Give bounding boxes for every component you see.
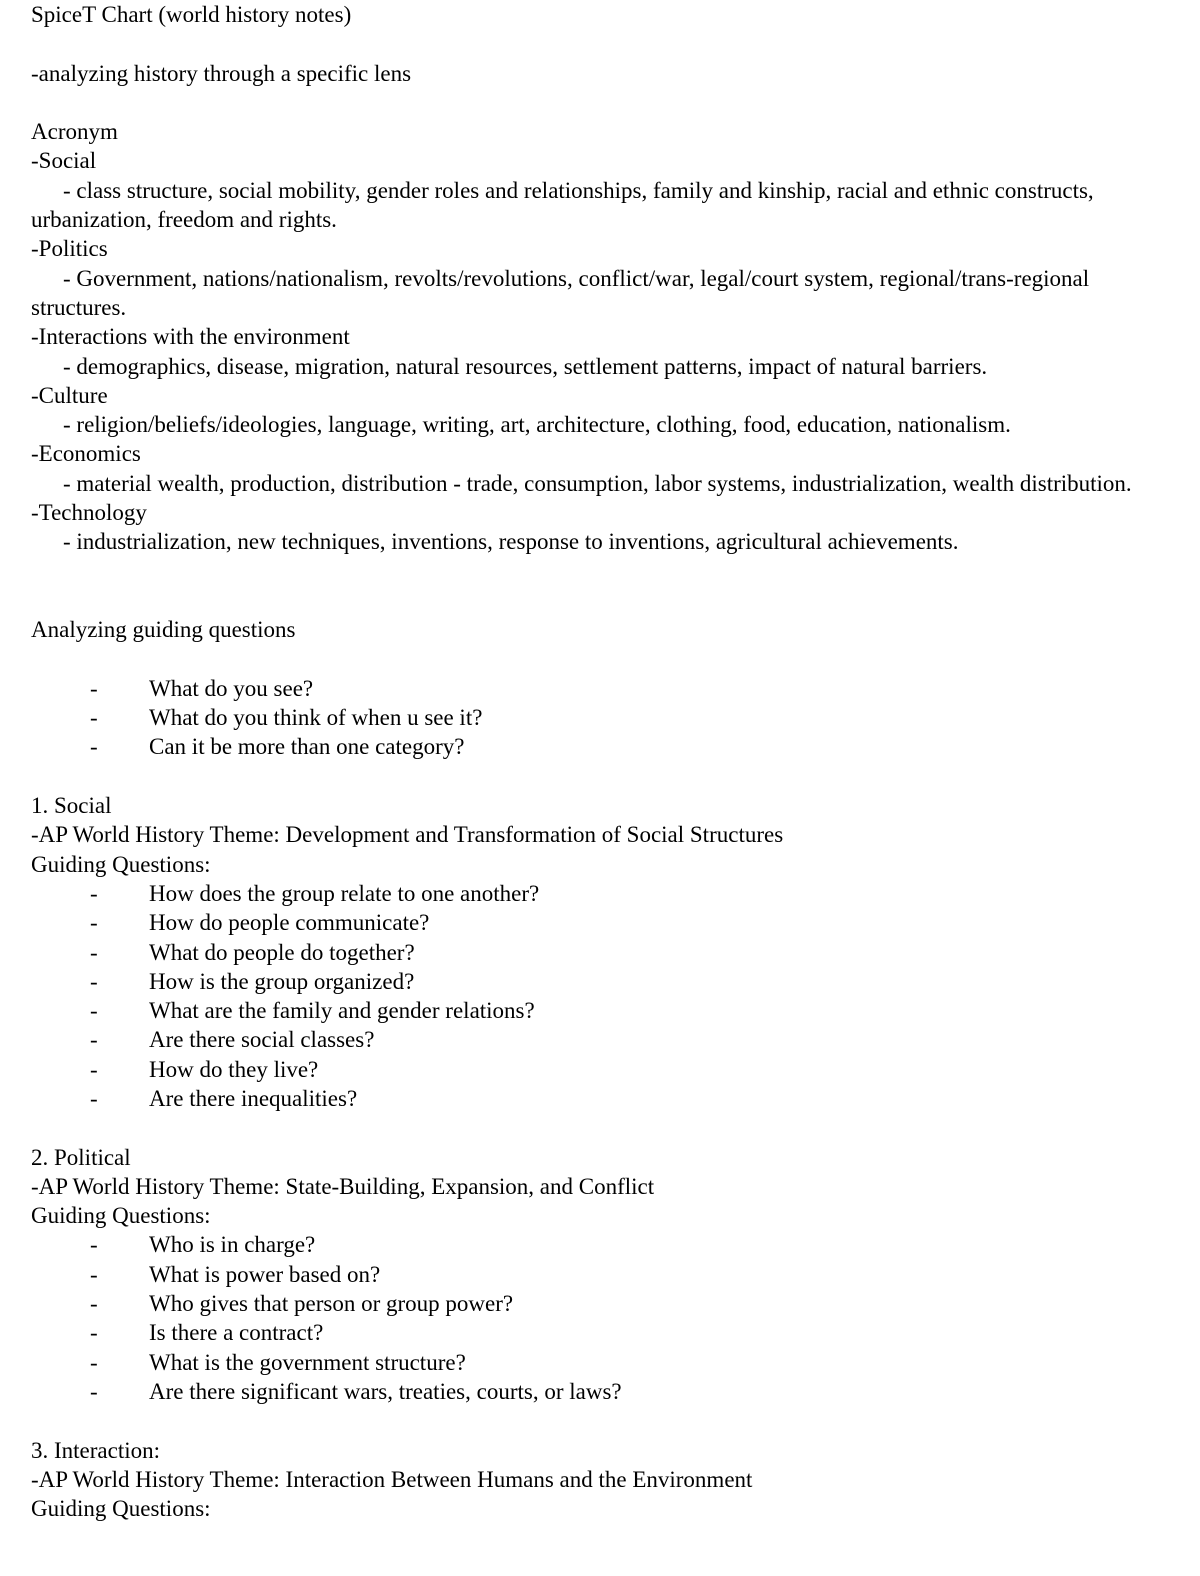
bullet-dash: - bbox=[90, 1056, 98, 1082]
list-item bbox=[31, 703, 1160, 732]
acronym-economics-name: -Economics bbox=[31, 441, 141, 467]
bullet-dash: - bbox=[90, 705, 98, 731]
acronym-social-desc: - class structure, social mobility, gender roles and relationships, family and kinship, racial and ethnic constructs, urbanization, freedom and rights. bbox=[31, 177, 1100, 233]
acronym-interactions-desc: - demographics, disease, migration, natural resources, settlement patterns, impact of natural barriers. bbox=[63, 353, 988, 379]
list-item bbox=[31, 1260, 1160, 1289]
bullet-dash: - bbox=[90, 734, 98, 760]
spacer bbox=[31, 557, 1160, 616]
acronym-technology-desc: - industrialization, new techniques, inventions, response to inventions, agricultural achievements. bbox=[63, 529, 959, 555]
bullet-dash: - bbox=[90, 880, 98, 906]
list-item bbox=[31, 908, 1160, 937]
bullet-dash: - bbox=[90, 910, 98, 936]
spacer bbox=[31, 88, 1160, 117]
question-text: What are the family and gender relations? bbox=[149, 998, 535, 1024]
question-text: What do you see? bbox=[149, 675, 314, 701]
acronym-economics-desc: - material wealth, production, distribution - trade, consumption, labor systems, industrialization, wealth distribution. bbox=[63, 470, 1132, 496]
section-heading: 1. Social bbox=[31, 793, 112, 819]
list-item bbox=[31, 1348, 1160, 1377]
acronym-interactions-name: -Interactions with the environment bbox=[31, 324, 350, 350]
acronym-social-name: -Social bbox=[31, 148, 97, 174]
question-text: Can it be more than one category? bbox=[149, 734, 465, 760]
spacer bbox=[31, 29, 1160, 58]
question-text: Is there a contract? bbox=[149, 1320, 324, 1346]
acronym-politics-name: -Politics bbox=[31, 236, 108, 262]
list-item bbox=[31, 1377, 1160, 1406]
section-heading: 3. Interaction: bbox=[31, 1437, 161, 1463]
guiding-questions-label: Guiding Questions: bbox=[31, 851, 211, 877]
acronym-culture-name: -Culture bbox=[31, 382, 108, 408]
bullet-dash: - bbox=[90, 1378, 98, 1404]
question-text: What do you think of when u see it? bbox=[149, 705, 483, 731]
section-theme: -AP World History Theme: Interaction Between Humans and the Environment bbox=[31, 1466, 753, 1492]
list-item bbox=[31, 996, 1160, 1025]
question-text: How do people communicate? bbox=[149, 910, 430, 936]
section-political bbox=[31, 1143, 1160, 1407]
spacer bbox=[31, 1113, 1160, 1142]
acronym-politics-desc: - Government, nations/nationalism, revolts/revolutions, conflict/war, legal/court system, regional/trans-regional structures. bbox=[31, 265, 1095, 320]
section-theme: -AP World History Theme: State-Building, Expansion, and Conflict bbox=[31, 1173, 655, 1199]
intro-line: -analyzing history through a specific lens bbox=[31, 60, 412, 86]
list-item bbox=[31, 1318, 1160, 1347]
acronym-heading: Acronym bbox=[31, 119, 118, 145]
bullet-dash: - bbox=[90, 1085, 98, 1111]
list-item bbox=[31, 1084, 1160, 1113]
bullet-dash: - bbox=[90, 1349, 98, 1375]
section-interaction bbox=[31, 1436, 1160, 1524]
list-item bbox=[31, 879, 1160, 908]
question-text: Are there inequalities? bbox=[149, 1085, 358, 1111]
bullet-dash: - bbox=[90, 1291, 98, 1317]
guiding-questions-label: Guiding Questions: bbox=[31, 1203, 211, 1229]
spacer bbox=[31, 762, 1160, 791]
list-item bbox=[31, 1230, 1160, 1259]
bullet-dash: - bbox=[90, 1261, 98, 1287]
spacer bbox=[31, 645, 1160, 674]
list-item bbox=[31, 1025, 1160, 1054]
question-text: Are there social classes? bbox=[149, 1027, 375, 1053]
acronym-culture-desc: - religion/beliefs/ideologies, language, writing, art, architecture, clothing, food, education, nationalism. bbox=[63, 412, 1011, 438]
list-item bbox=[31, 938, 1160, 967]
spacer bbox=[31, 1406, 1160, 1435]
bullet-dash: - bbox=[90, 968, 98, 994]
section-theme: -AP World History Theme: Development and Transformation of Social Structures bbox=[31, 822, 784, 848]
question-text: What is the government structure? bbox=[149, 1349, 466, 1375]
bullet-dash: - bbox=[90, 675, 98, 701]
question-text: How does the group relate to one another? bbox=[149, 880, 540, 906]
section-social bbox=[31, 791, 1160, 1113]
acronym-list bbox=[31, 146, 1160, 556]
question-text: Who gives that person or group power? bbox=[149, 1291, 514, 1317]
list-item bbox=[31, 674, 1160, 703]
section-heading: 2. Political bbox=[31, 1144, 131, 1170]
bullet-dash: - bbox=[90, 1027, 98, 1053]
question-text: Are there significant wars, treaties, courts, or laws? bbox=[149, 1378, 622, 1404]
question-text: Who is in charge? bbox=[149, 1232, 316, 1258]
bullet-dash: - bbox=[90, 939, 98, 965]
bullet-dash: - bbox=[90, 1232, 98, 1258]
acronym-technology-name: -Technology bbox=[31, 500, 147, 526]
document-title: SpiceT Chart (world history notes) bbox=[31, 2, 352, 27]
bullet-dash: - bbox=[90, 998, 98, 1024]
analyzing-heading: Analyzing guiding questions bbox=[31, 617, 296, 643]
guiding-questions-label: Guiding Questions: bbox=[31, 1496, 211, 1522]
list-item bbox=[31, 1289, 1160, 1318]
list-item bbox=[31, 1055, 1160, 1084]
bullet-dash: - bbox=[90, 1320, 98, 1346]
question-text: What do people do together? bbox=[149, 939, 415, 965]
list-item bbox=[31, 732, 1160, 761]
analyzing-question-list bbox=[31, 674, 1160, 762]
list-item bbox=[31, 967, 1160, 996]
question-text: How do they live? bbox=[149, 1056, 319, 1082]
question-text: How is the group organized? bbox=[149, 968, 415, 994]
question-text: What is power based on? bbox=[149, 1261, 381, 1287]
